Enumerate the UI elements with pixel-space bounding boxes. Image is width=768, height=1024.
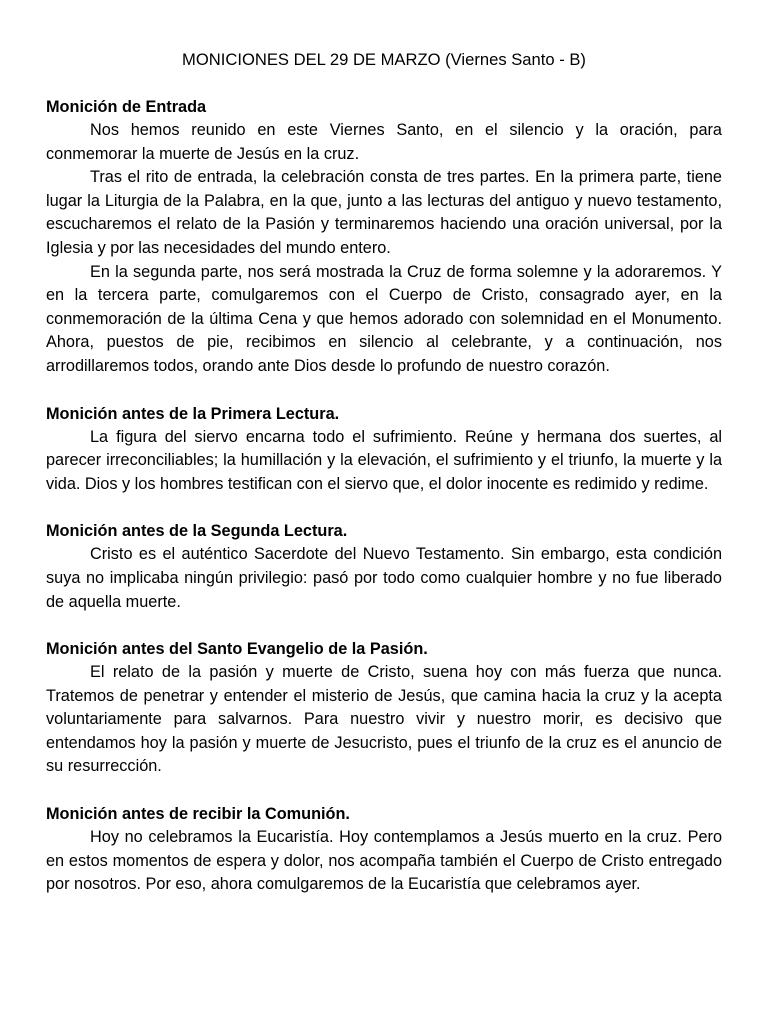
paragraph: La figura del siervo encarna todo el sufrimiento. Reúne y hermana dos suertes, al parecer irreconciliables; la humillación y la elevación, el sufrimiento y el triunfo, la muerte y la vida. Dios y los hombres testifican con el siervo que, el dolor inocente es redimido y redime. [46,427,722,493]
section-evangelio-pasion [46,637,722,779]
paragraph: Tras el rito de entrada, la celebración consta de tres partes. En la primera parte, tiene lugar la Liturgia de la Palabra, en la que, junto a las lecturas del antiguo y nuevo testamento, escucharemos el relato de la Pasión y terminaremos haciendo una oración universal, por la Iglesia y por las necesidades del mundo entero. [46,168,722,257]
paragraph: El relato de la pasión y muerte de Cristo, suena hoy con más fuerza que nunca. Tratemos de penetrar y entender el misterio de Jesús, que camina hacia la cruz y la acepta voluntariamente para salvarnos. Para nuestro vivir y nuestro morir, es decisivo que entendamos hoy la pasión y muerte de Jesucristo, pues el triunfo de la cruz es el anuncio de su resurrección. [46,663,722,776]
section-primera-lectura [46,402,722,497]
paragraph: En la segunda parte, nos será mostrada la Cruz de forma solemne y la adoraremos. Y en la tercera parte, comulgaremos con el Cuerpo de Cristo, consagrado ayer, en la conmemoración de la última Cena y que hemos adorado con solemnidad en el Monumento. Ahora, puestos de pie, recibimos en silencio al celebrante, y a continuación, nos arrodillaremos todos, orando ante Dios desde lo profundo de nuestro corazón. [46,262,722,375]
paragraph: Hoy no celebramos la Eucaristía. Hoy contemplamos a Jesús muerto en la cruz. Pero en estos momentos de espera y dolor, nos acompaña también el Cuerpo de Cristo entregado por nosotros. Por eso, ahora comulgaremos de la Eucaristía que celebramos ayer. [46,828,722,894]
section-segunda-lectura [46,519,722,614]
section-heading: Monición antes de recibir la Comunión. [46,805,350,824]
section-heading: Monición antes de la Primera Lectura. [46,404,340,423]
paragraph: Cristo es el auténtico Sacerdote del Nuevo Testamento. Sin embargo, esta condición suya no implicaba ningún privilegio: pasó por todo como cualquier hombre y no fue liberado de aquella muerte. [46,545,722,611]
section-monicion-entrada [46,95,722,379]
section-comunion [46,802,722,897]
section-heading: Monición de Entrada [46,98,207,116]
paragraph: Nos hemos reunido en este Viernes Santo, en el silencio y la oración, para conmemorar la muerte de Jesús en la cruz. [46,121,722,163]
section-heading: Monición antes de la Segunda Lectura. [46,522,348,541]
page-title: MONICIONES DEL 29 DE MARZO (Viernes Santo - B) [182,50,586,69]
section-heading: Monición antes del Santo Evangelio de la Pasión. [46,640,428,659]
